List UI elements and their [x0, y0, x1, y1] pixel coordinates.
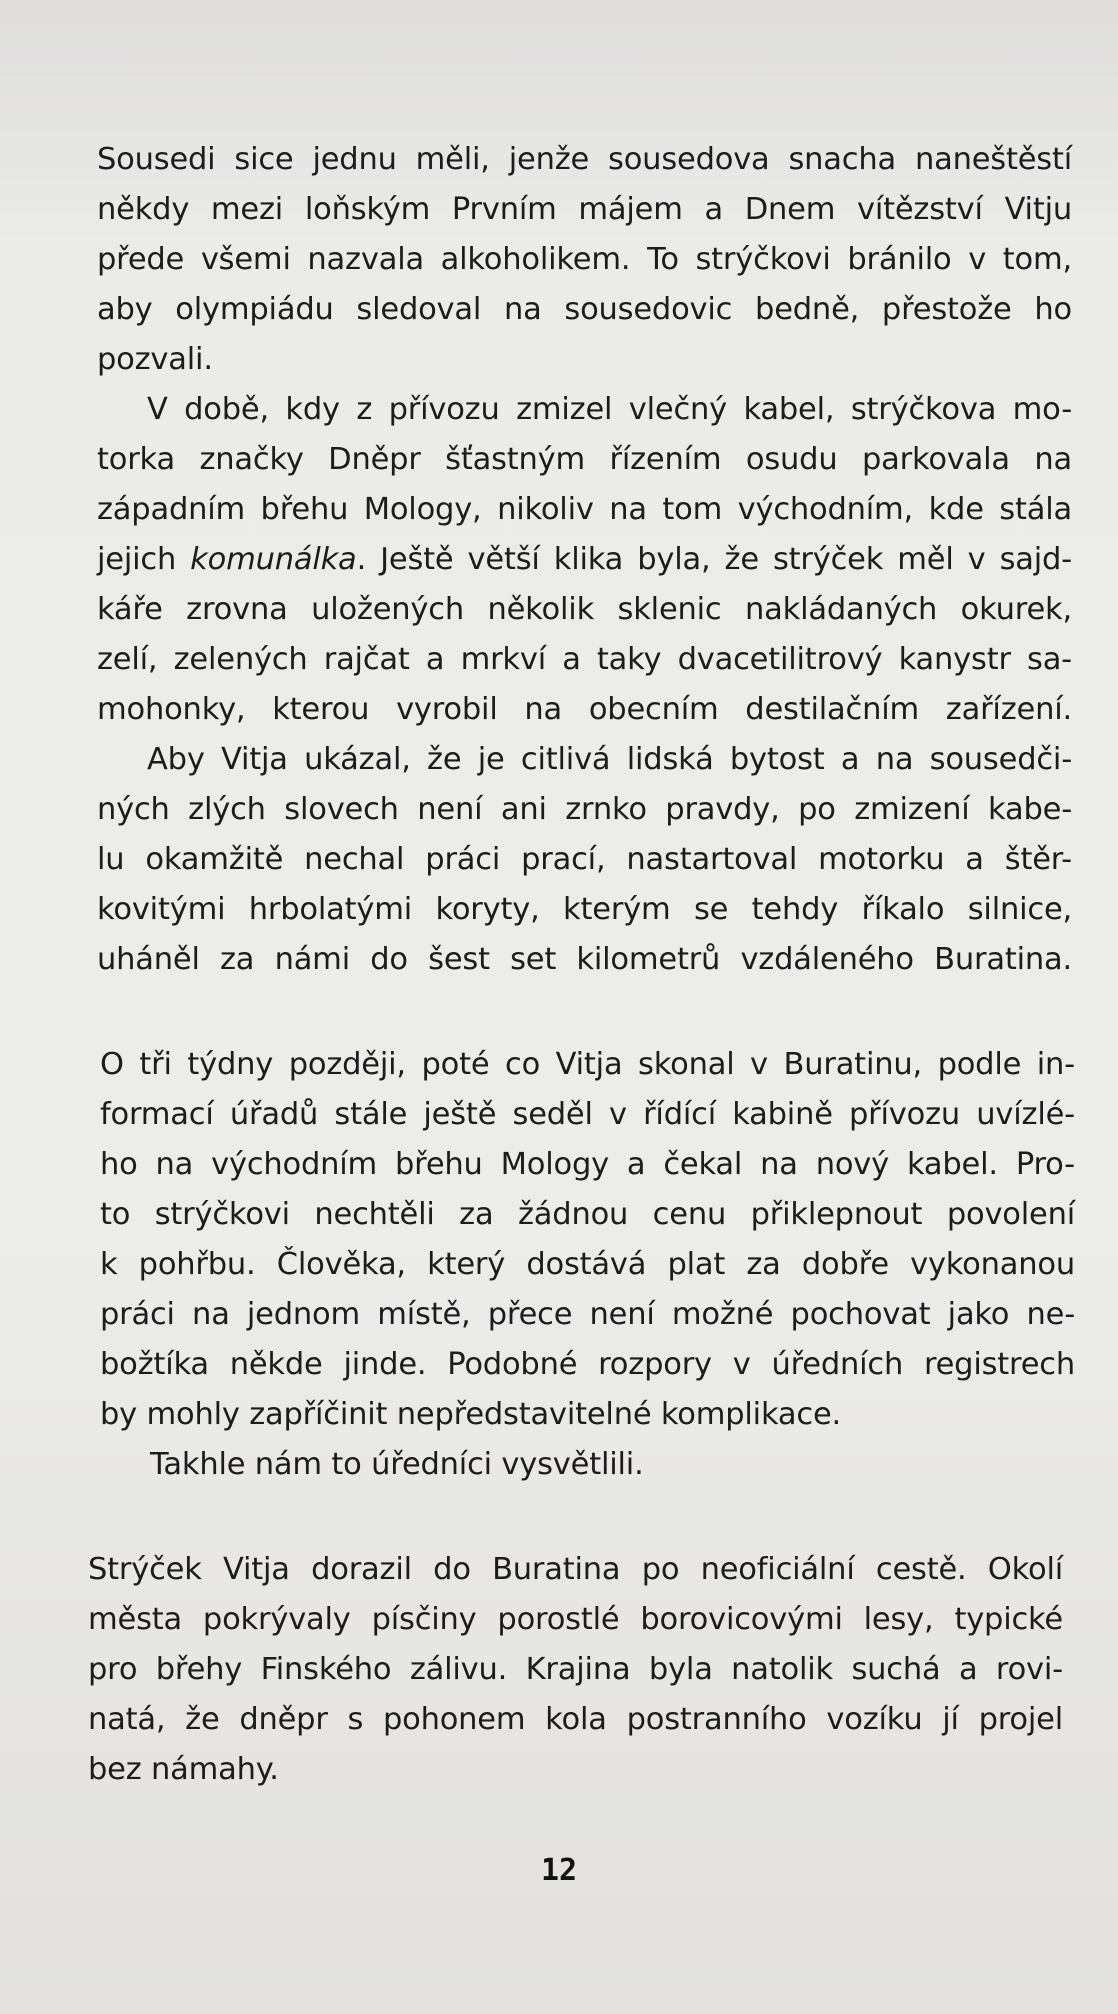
text-line: města pokrývaly písčiny porostlé borovicovými lesy, typické [88, 1602, 1063, 1637]
text-line: pozvali. [97, 342, 213, 377]
text-line: by mohly zapříčinit nepředstavitelné komplikace. [100, 1397, 842, 1432]
text-line: ných zlých slovech není ani zrnko pravdy, po zmizení kabe- [97, 792, 1072, 827]
text-line: zelí, zelených rajčat a mrkví a taky dvacetilitrový kanystr sa- [97, 642, 1072, 677]
text-line: kovitými hrbolatými koryty, kterým se tehdy říkalo silnice, [97, 892, 1072, 927]
text-line: formací úřadů stále ještě seděl v řídící kabině přívozu uvízlé- [100, 1097, 1075, 1132]
text-line: jejich komunálka. Ještě větší klika byla, že strýček měl v sajd- [97, 542, 1072, 577]
text-line: přede všemi nazvala alkoholikem. To strýčkovi bránilo v tom, [97, 242, 1072, 277]
text-line: ho na východním břehu Mology a čekal na nový kabel. Pro- [100, 1147, 1075, 1182]
text-line: lu okamžitě nechal práci prací, nastartoval motorku a štěr- [97, 842, 1072, 877]
text-line: to strýčkovi nechtěli za žádnou cenu přiklepnout povolení [100, 1197, 1075, 1232]
text-line: pro břehy Finského zálivu. Krajina byla natolik suchá a rovi- [88, 1652, 1063, 1687]
text-line: káře zrovna uložených několik sklenic nakládaných okurek, [97, 592, 1072, 627]
text-line: aby olympiádu sledoval na sousedovic bedně, přestože ho [97, 292, 1072, 327]
text-line: Takhle nám to úředníci vysvětlili. [150, 1447, 644, 1482]
page-number: 12 [540, 1853, 578, 1888]
text-line: práci na jednom místě, přece není možné pochovat jako ne- [100, 1297, 1075, 1332]
text-line: k pohřbu. Člověka, který dostává plat za dobře vykonanou [100, 1247, 1075, 1282]
text-block-1 [97, 135, 1072, 985]
text-line: Strýček Vitja dorazil do Buratina po neoficiální cestě. Okolí [88, 1552, 1063, 1587]
text-line: západním břehu Mology, nikoliv na tom východním, kde stála [97, 492, 1072, 527]
text-block-3 [88, 1545, 1063, 1795]
text-line: mohonky, kterou vyrobil na obecním destilačním zařízení. [97, 692, 1072, 727]
text-block-2 [100, 1040, 1075, 1490]
text-line: O tři týdny později, poté co Vitja skonal v Buratinu, podle in- [100, 1047, 1075, 1082]
text-line: někdy mezi loňským Prvním májem a Dnem vítězství Vitju [97, 192, 1072, 227]
text-line: torka značky Dněpr šťastným řízením osudu parkovala na [97, 442, 1072, 477]
text-line: uháněl za námi do šest set kilometrů vzdáleného Buratina. [97, 942, 1072, 977]
text-line: V době, kdy z přívozu zmizel vlečný kabel, strýčkova mo- [147, 392, 1072, 427]
text-line: Sousedi sice jednu měli, jenže sousedova snacha naneštěstí [97, 142, 1072, 177]
text-line: natá, že dněpr s pohonem kola postranního vozíku jí projel [88, 1702, 1063, 1737]
text-line: bez námahy. [88, 1752, 279, 1787]
text-line: Aby Vitja ukázal, že je citlivá lidská bytost a na sousedči- [147, 742, 1072, 777]
text-line: božtíka někde jinde. Podobné rozpory v úředních registrech [100, 1347, 1075, 1382]
